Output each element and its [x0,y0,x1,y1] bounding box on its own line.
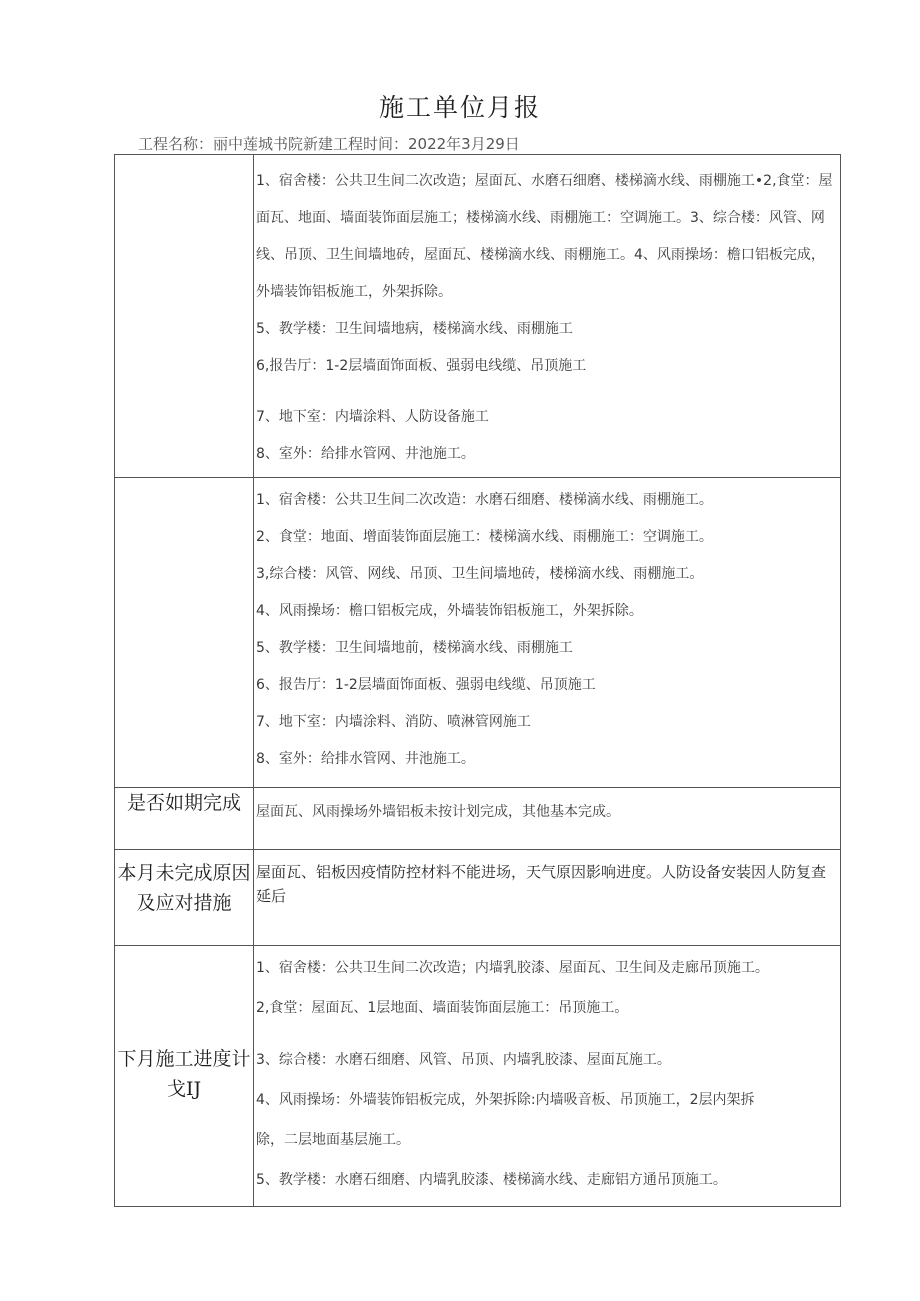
on-schedule-text: 屋面瓦、风雨操场外墙铝板未按计划完成，其他基本完成。 [256,804,620,820]
table-row [115,850,841,946]
list-item: 4、风雨操场：外墙装饰铝板完成，外架拆除:内墙吸音板、吊顶施工，2层内架拆 [256,1092,755,1108]
list-item: 7、地下室：内墙涂料、人防设备施工 [256,409,489,425]
reason-label [115,850,254,946]
monthly-report-table [114,154,841,1207]
row-label-cell [115,478,254,788]
this-month-progress-cell [254,478,841,788]
reason-text: 屋面瓦、铝板因疫情防控材料不能进场，天气原因影响进度。人防设备安装因人防复查延后 [256,863,827,905]
table-row [115,788,841,850]
reason-label-text: 本月未完成原因及应对措施 [117,862,251,914]
next-month-plan-cell [254,946,841,1207]
reason-cell [254,850,841,946]
table-row [115,155,841,478]
list-item: 5、教学楼：水磨石细磨、内墙乳胶漆、楼梯滴水线、走廊铝方通吊顶施工。 [256,1172,727,1188]
list-item: 3,综合楼：风管、网线、吊顶、卫生间墙地砖，楼梯滴水线、雨棚施工。 [256,566,704,582]
list-item: 1、宿舍楼：公共卫生间二次改造：水磨石细磨、楼梯滴水线、雨棚施工。 [256,492,713,508]
project-header-line: 工程名称：丽中莲城书院新建工程时间：2022年3月29日 [138,135,520,153]
next-month-label [115,946,254,1207]
list-item: 6,报告厅：1-2层墙面饰面板、强弱电线缆、吊顶施工 [256,358,587,374]
list-item: 2,食堂：屋面瓦、1层地面、墙面装饰面层施工：吊顶施工。 [256,1000,629,1016]
list-item: 除，二层地面基层施工。 [256,1132,410,1148]
list-item: 5、教学楼：卫生间墙地前，楼梯滴水线、雨棚施工 [256,640,573,656]
page-title: 施工单位月报 [378,93,541,122]
list-item: 8、室外：给排水管网、井池施工。 [256,751,475,767]
list-item: 7、地下室：内墙涂料、消防、喷淋管网施工 [256,714,531,730]
list-item: 4、风雨操场：檐口铝板完成，外墙装饰铝板施工，外架拆除。 [256,603,643,619]
plan-text-wrapped: 1、宿舍楼：公共卫生间二次改造；屋面瓦、水磨石细磨、楼梯滴水线、雨棚施工•2,食堂：屋面瓦、地面、墙面装饰面层施工；楼梯滴水线、雨棚施工：空调施工。3、综合楼：风管、网线、吊顶、卫生间墙地砖，屋面瓦、楼梯滴水线、雨棚施工。4、风雨操场：檐口铝板完成，外墙装饰铝板施工，外架拆除。 [256,173,833,300]
list-item: 1、宿舍楼：公共卫生间二次改造；内墙乳胶漆、屋面瓦、卫生间及走廊吊顶施工。 [256,960,769,976]
table-row [115,946,841,1207]
on-schedule-label: 是否如期完成 [115,788,254,850]
on-schedule-cell [254,788,841,850]
next-month-label-text: 下月施工进度计戈IJ [117,1048,251,1100]
list-item: 5、教学楼：卫生间墙地病，楼梯滴水线、雨棚施工 [256,321,573,337]
row-label-cell [115,155,254,478]
list-item: 3、综合楼：水磨石细磨、风管、吊顶、内墙乳胶漆、屋面瓦施工。 [256,1052,671,1068]
list-item: 2、食堂：地面、增面装饰面层施工：楼梯滴水线、雨棚施工：空调施工。 [256,529,713,545]
list-item: 8、室外：给排水管网、井池施工。 [256,446,475,462]
list-item: 6、报告厅：1-2层墙面饰面板、强弱电线缆、吊顶施工 [256,677,596,693]
this-month-plan-cell [254,155,841,478]
table-row [115,478,841,788]
